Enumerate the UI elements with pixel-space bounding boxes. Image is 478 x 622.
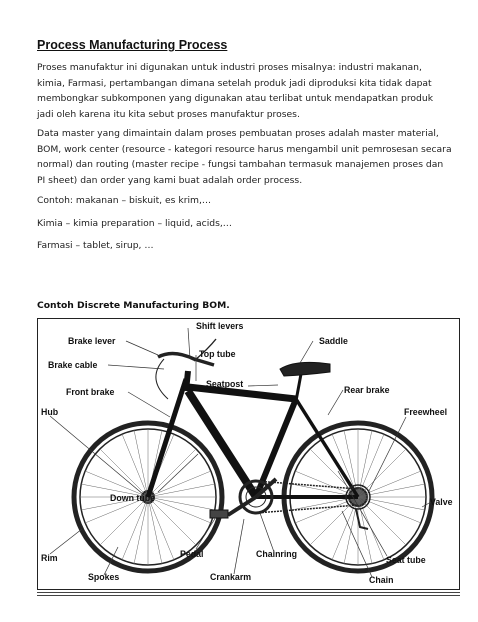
label-chain: Chain xyxy=(369,575,394,585)
label-brake-cable: Brake cable xyxy=(48,360,98,370)
bicycle-illustration xyxy=(38,319,458,588)
bicycle-diagram xyxy=(37,318,460,590)
label-spokes: Spokes xyxy=(88,572,120,582)
label-valve: Valve xyxy=(430,497,453,507)
label-down-tube: Down tube xyxy=(110,493,155,503)
figure-bottom-rule-2 xyxy=(37,595,460,596)
discrete-bom-heading: Contoh Discrete Manufacturing BOM. xyxy=(37,300,230,311)
pedal-shape xyxy=(210,510,228,518)
label-chainring: Chainring xyxy=(256,549,298,559)
label-pedal: Pedal xyxy=(180,549,204,559)
paragraph-process-manufacturing: Proses manufaktur ini digunakan untuk industri proses misalnya: industri makanan, kimia, Farmasi, pertambangan dimana setelah produk jadi diproduksi kita tidak dapat membongkar subkomponen yang digunakan atau terlibat untuk mendapatkan produk jadi oleh karena itu kita sebut proses manufaktur proses. xyxy=(37,62,434,120)
bike-frame xyxy=(148,371,358,497)
label-brake-lever: Brake lever xyxy=(68,336,116,346)
label-seatpost: Seatpost xyxy=(206,379,244,389)
example-pharma: Farmasi – tablet, sirup, … xyxy=(37,240,154,251)
document-title: Process Manufacturing Process xyxy=(37,38,228,52)
label-rim: Rim xyxy=(41,553,58,563)
label-seat-tube: Seat tube xyxy=(386,555,426,565)
saddle xyxy=(280,362,330,376)
brake-cable-line xyxy=(156,359,168,399)
label-shift-levers: Shift levers xyxy=(196,321,244,331)
label-hub: Hub xyxy=(41,407,59,417)
label-top-tube: Top tube xyxy=(199,349,236,359)
label-front-brake: Front brake xyxy=(66,387,115,397)
label-rear-brake: Rear brake xyxy=(344,385,390,395)
label-saddle: Saddle xyxy=(319,336,348,346)
label-crankarm: Crankarm xyxy=(210,572,252,582)
example-chemical: Kimia – kimia preparation – liquid, acids,… xyxy=(37,218,232,229)
label-freewheel: Freewheel xyxy=(404,407,448,417)
example-food: Contoh: makanan – biskuit, es krim,… xyxy=(37,195,212,206)
paragraph-master-data: Data master yang dimaintain dalam proses pembuatan proses adalah master material, BOM, work center (resource - kategori resource harus mengambil unit pemrosesan secara normal) dan routing (master recipe - fungsi tambahan termasuk manajemen proses dan PI sheet) dan order yang kami buat adalah order process. xyxy=(37,128,452,186)
figure-bottom-rule xyxy=(37,592,460,593)
